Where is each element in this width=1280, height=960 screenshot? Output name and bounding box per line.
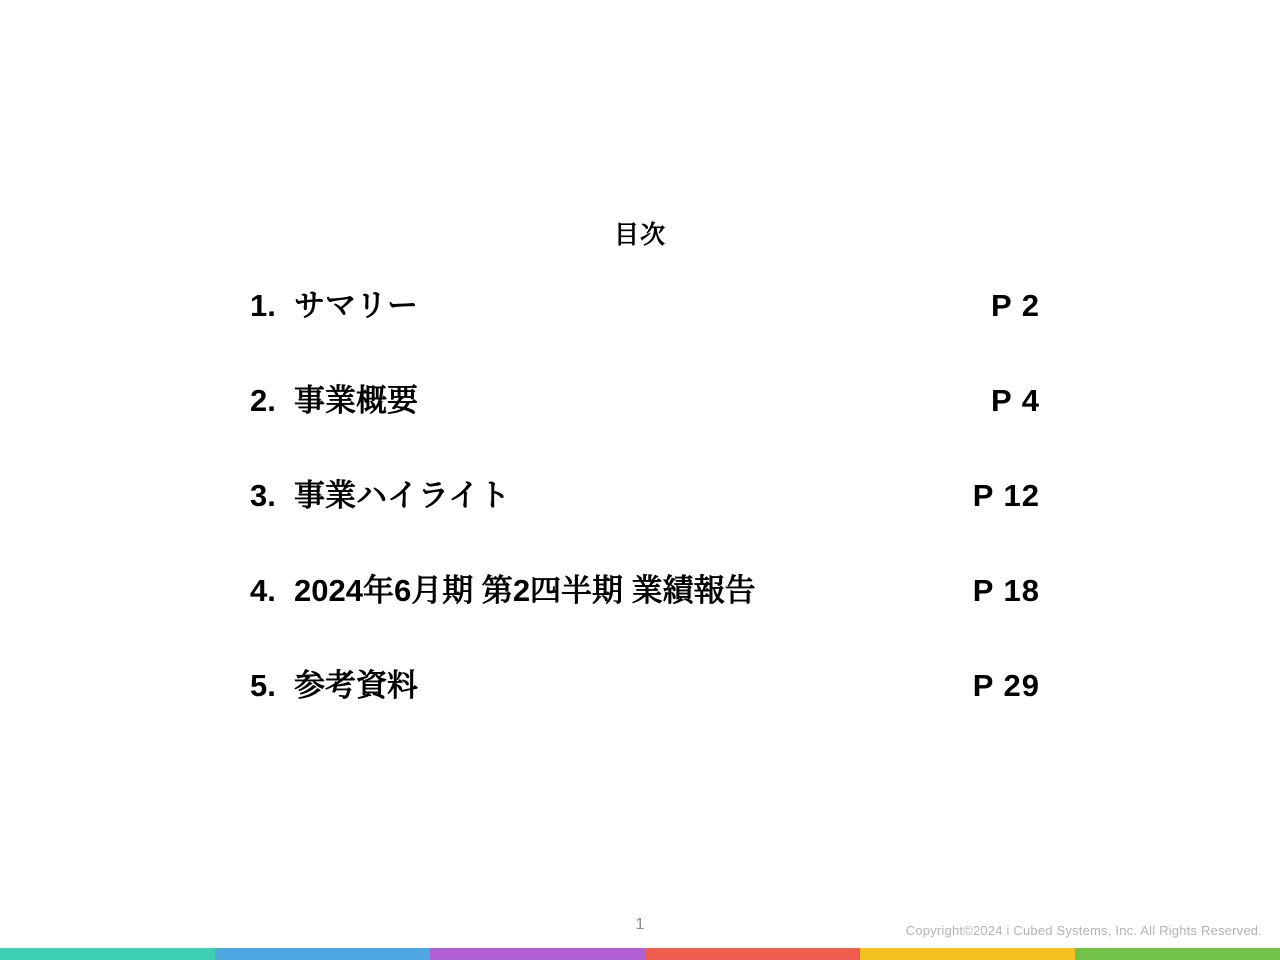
toc-item-label: 参考資料 — [294, 668, 418, 703]
toc-item-1[interactable] — [250, 290, 1040, 385]
bottom-bar-segment-1 — [0, 948, 215, 960]
toc-item-number: 5. — [250, 668, 276, 703]
toc-item-number: 1. — [250, 288, 276, 323]
toc-item-label: 2024年6月期 第2四半期 業績報告 — [294, 573, 756, 608]
table-of-contents — [250, 290, 1040, 765]
toc-item-page: P 18 — [972, 573, 1040, 608]
bottom-bar-segment-5 — [860, 948, 1075, 960]
toc-item-page: P 12 — [972, 478, 1040, 513]
page-number: 1 — [635, 916, 645, 933]
toc-item-number: 3. — [250, 478, 276, 513]
bottom-bar-segment-4 — [645, 948, 860, 960]
toc-item-page: P 4 — [991, 383, 1040, 418]
toc-item-5[interactable] — [250, 670, 1040, 765]
toc-item-label: 事業ハイライト — [294, 478, 511, 513]
copyright-notice: Copyright©2024 i Cubed Systems, Inc. All Rights Reserved. — [905, 923, 1262, 938]
bottom-bar-segment-3 — [430, 948, 645, 960]
page-title: 目次 — [613, 221, 666, 249]
bottom-color-bar — [0, 948, 1280, 960]
toc-item-label: サマリー — [294, 288, 418, 323]
toc-item-page: P 29 — [972, 668, 1040, 703]
toc-item-2[interactable] — [250, 385, 1040, 480]
toc-item-4[interactable] — [250, 575, 1040, 670]
toc-item-page: P 2 — [991, 288, 1040, 323]
toc-item-number: 4. — [250, 573, 276, 608]
bottom-bar-segment-2 — [215, 948, 430, 960]
toc-item-3[interactable] — [250, 480, 1040, 575]
toc-item-label: 事業概要 — [294, 383, 418, 418]
toc-item-number: 2. — [250, 383, 276, 418]
bottom-bar-segment-6 — [1075, 948, 1280, 960]
